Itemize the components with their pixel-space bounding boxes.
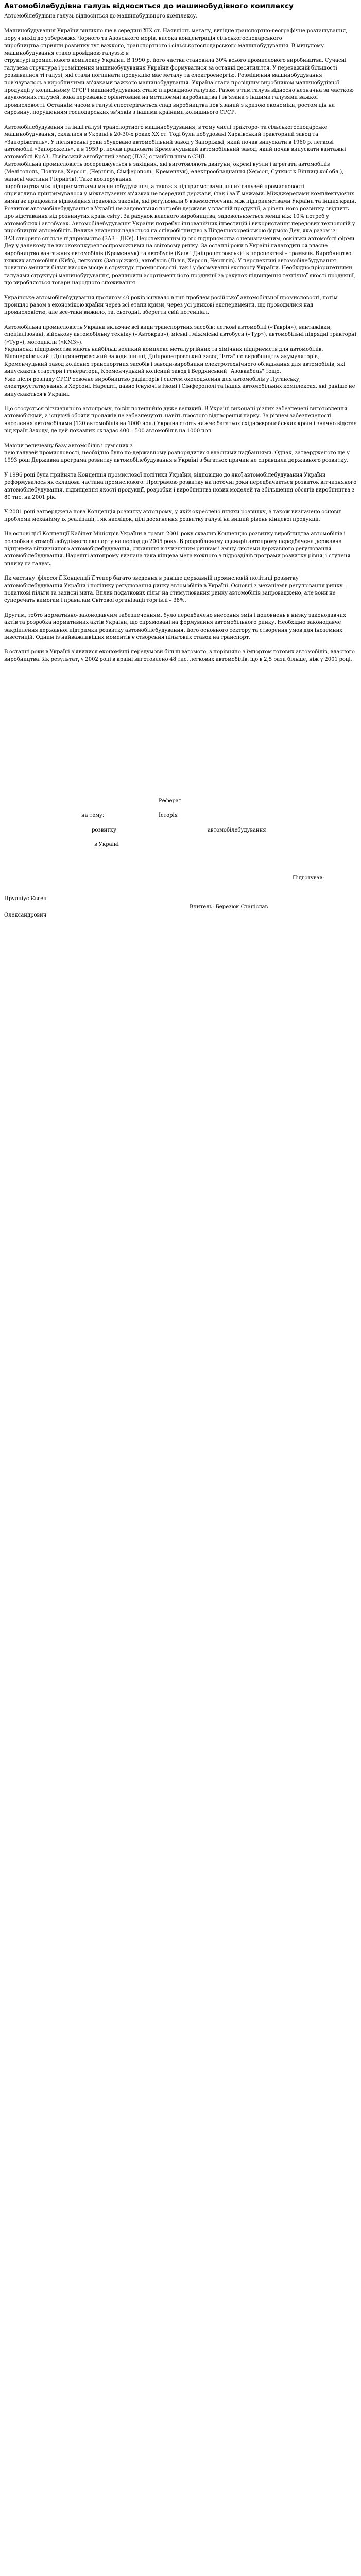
body-paragraph: Як частину філосогії Концепції її тепер багато зведення в раніше державній промисловій політиці розвитку автомобілебудування України і політику регулювання ринку автомобілів в Україні. Основні з механізмів регулювання ринку – податкові пільги та захисні мита. Вплив податкових пільг на стимулювання ринку автомобілів запроваджено, але вони не суперечать вимогам і правилам Світової організації торгівлі – 38%. [4,575,348,604]
body-paragraph: Автомобілебудування та інші галузі транспортного машинобудування, в тому числі тракторо- та сільськогосподарське машинобудування, склалися в Україні в 20-30-х роках XX ст. Тоді були побудовані Харківський тракторний завод та «Запоріжсталь». У післявоєнні роки збудовано автомобільний завод у Запоріжжі, який почав випускати в 1960 р. легкові автомобілі «Запорожець», а в 1959 р. почав працювати Кременчуцький автомобільний завод, який почав випускати вантажні автомобілі КрАЗ. Львівський автобусний завод (ЛАЗ) є найбільшим в СНД. Автомобільна промисловість зосереджується в західних, які виготовляють двигуни, окремі вузли і агрегати автомобілів (Мелітополь, Полтава, Херсон, (Чернігів, Сімферополь, Кременчук), електрообладнання (Херсон, Суткиськ Вінницької обл.), запасні частини (Чернігів). Таке кооперування виробництва між підприємствами машинобудування, а також з підприємствами інших галузей промисловості сприятливо притримувалося у міжгалузевих зв'язках не всередині держави, (так і за її межами. Міжджерелами комплектуючих вимагає працювати відповідних правових законів, які регулювали б взаємостосунки між підприємствами України та інших країн. Розвиток автомобілебудування в Україні не задовольняє потреби держави у власній продукції, а рівень його розвитку свідчить про відставання від розвинутих країн світу. За рахунок власного виробництва, задовольняється менш ніж 10% потреб у автомобілях і автобусах. Автомобілебудування України потребує інноваційних інвестицій і використання передових технологій у виробництві автомобілів. Велике значення надається на співробітництво з Південнокорейською фірмою Деу, яка разом із ЗАЗ створило спільне підприємство (ЗАЗ – ДЕУ). Перспективним цього підприємства є невизначеним, оскільки автомобілі фірми Деу у далекому не висококонкурентоспроможними на світовому ринку. За останні роки в Україні налагодиться власне виробництво вантажних автомобілів (Кременчук) та автобусів (Київ і Дніпропетровськ) і в перспективі – трамваїв. Виробництво тяжких автомобілів (Київ), легкових (Запоріжжя), автобусів (Львів, Херсон, Чернігів). У перспективі автомобілебудування повинно змінити більш високе місце в структурі промисловості, так і у формуванні експорту України. Необхідно пріоритетними галузями структурі машинобудування, розширити асортимент його продукції за рахунок підвищення технічної якості продукції, що виробляється товари народного споживання. [4,124,356,286]
body-paragraph: Другим, тобто нормативно-законодавчим забезпеченням, було передбачено внесення змін і доповнень в низку законодавчих актів та розробка нормативних актів України, що спрямовані на формування автомобільного ринку. Необхідно законодавче закріплення державної підтримки розвитку автомобілебудування, його основного сектору та створення умов для іноземних інвестицій. Одним із найважливіших моментів є створення пільгових ставок на транспорт. [4,612,348,641]
cover-teacher: Вчитель: Березюк Станіслав [190,904,268,910]
body-paragraph: Українське автомобілебудування протягом 40 років існувало в тіні проблем російської автомобільної промисловості, потім пройшло разом з економікою країни через всі етапи кризи, через усі ринкові експерименти, що проводилися над промисловістю, але все-таки вижило, та, сьогодні, зберегти свій потенціал. [4,295,339,316]
cover-author: Прудніус Євген [4,896,47,902]
body-paragraph: У 2001 році затверджена нова Концепція розвитку автопрому, у якій окреслено шляхи розвитку, а також визначено основні проблеми механізму їх реалізації, і як наслідок, цілі досягнення розвитку галузі на вищий рівень кінцевої продукції. [4,509,343,522]
cover-topic-line2-left: розвитку [92,827,116,834]
cover-topic-line2-right: автомобілебудування [208,827,266,834]
cover-on-topic: на тему: [81,812,105,819]
body-paragraph: На основі цієї Концепції Кабінет Міністрів України в травні 2001 року схвалив Концепцію розвитку виробництва автомобілів і розробки автомобілебудівного експорту на період до 2005 року. В розробленому сценарії автопрому передбачена державна підтримка вітчизняного автомобілебудування, сприяння вітчизняним ринкам і зміну системи державного регулювання автомобілебудування. Нарешті автопрому визнана така кінцева мета кожного з підрозділів програми розвитку рівня, і ступеня впливу на галузь. [4,531,352,567]
cover-topic-line1: Історія [159,812,178,819]
body-paragraph: Маючи величезну базу автомобілів і сумісних з нею галузей промисловості, необхідно було по-державному розпорядитися власними надбаннями. Однак, затвердженого ще у 1993 році Державна програма розвитку автомобілебудування в Україні з багатьох причин не справдила державного розвитку. [4,443,350,464]
document-page [0,0,361,1127]
body-paragraph: Що стосується вітчизняного автопрому, то він потенційно дуже великий. В Україні виконані різних забезпечені виготовлення автомобілями, а існуючі обсяги продажів не забезпечують навіть простого відтворення парку. За рівнем забезпеченості населення автомобілями (120 автомобілів на 1000 чол.) Україна стоїть нижче багатьох східноєвропейських країн і значно відстає від країн Заходу, де цей показник складає 400 – 500 автомобілів на 1000 чол. [4,405,358,434]
document-title: Автомобілебудівна галузь відноситься до машинобудівного комплексу [4,2,294,10]
cover-teacher-name: Олександрович [4,912,47,919]
cover-genre: Реферат [159,798,182,804]
body-paragraph: В останні роки в Україні з'явилися економічні передумови більш вагомого, з порівняно з імпортом готових автомобілів, власного виробництва. Як результат, у 2002 році в країні виготовлено 48 тис. легкових автомобілів, що в 2,5 рази більше, ніж у 2001 році. [4,649,356,663]
cover-page [4,798,357,1127]
body-paragraph: Автомобільна промисловість України включає всі види транспортних засобів: легкові автомобілі («Таврія»), вантажівки, спеціалізовані, військову автомобільну техніку («Автокраз»), міські і міжміські автобуси («Тур»), автомобільні підрядні тракторні («Тур»), мотоцикли («КМЗ»). Українські підприємства мають найбільш великий комплекс металургійних та хімічних підприємств для автомобілів. Білоцерківський і Дніпропетровський заводи шинні, Дніпропетровський завод "Ічта" по виробництву акумуляторів, Кременчуцький завод колісних транспортних засобів і заводи-виробники електротехнічного обладнання для автомобілів, які випускають стартери і генератори, Кременчуцький колісний завод і Бердянський "Азовкабель" тощо. Уже після розпаду СРСР освоєне виробництво радіаторів і систем охолодження для автомобілів у Луганську, електроустаткування в Херсоні. Нарешті, давно існуючі в Ізюмі і Сімферополі та інших автомобільних комплексах, які раніше не випускаються в Україні. [4,324,356,397]
cover-topic-line3: в Україні [94,842,119,848]
intro-paragraph: Автомобілебудівна галузь відноситься до машинобудівного комплексу. Машинобудування України виникло ще в середині XIX ст. Наявність металу, вигідне транспортно-географічне розташування, поруч вихід до узбережжя Чорного та Азовського морів, висока концентрація сільськогосподарського виробництва сприяли розвитку тут важкого, транспортного і сільськогосподарського машинобудування. В минулому машинобудування стало провідною галуззю в структурі промислового комплексу України. В 1990 р. його частка становила 30% всього промислового виробництва. Сучасні галузева структура і розміщення машинобудування України формувалися за останні десятиліття. У переважній більшості розвивалися ті галузі, які стали поглинати продукцію мас металу та електроенергію. Розміщення машинобудування пов'язувалось з виробничими зв'язками важкого машинобудування. Україна стала провідним виробником машинобудівної продукції у колишньому СРСР і машинобудування стало її провідною галуззю. Разом з тим галузь відносно незначна за часткою наукоємних галузей, вона переважно орієнтована на металоємні виробництва і зв'язана з іншими галузями важкої промисловості. Останнім часом в галузі спостерігається спад виробництва пов'язаний з кризою економіки, ростом цін на сировину, порушенням господарських зв'язків з іншими країнами колишнього СРСР. [4,13,354,116]
body-paragraph: У 1996 році була прийнята Концепція промислової політики України, відповідно до якої автомобілебудування України реформувалось як складова частина промислового. Програмою розвитку на поточні роки передбачається розвиток вітчизняного автомобілебудування, підвищення якості продукції, розробки і виробництва нових моделей та збільшення обсягів виробництва з 80 тис. на 2001 рік. [4,472,358,500]
cover-prepared-label: Підготував: [293,875,324,882]
